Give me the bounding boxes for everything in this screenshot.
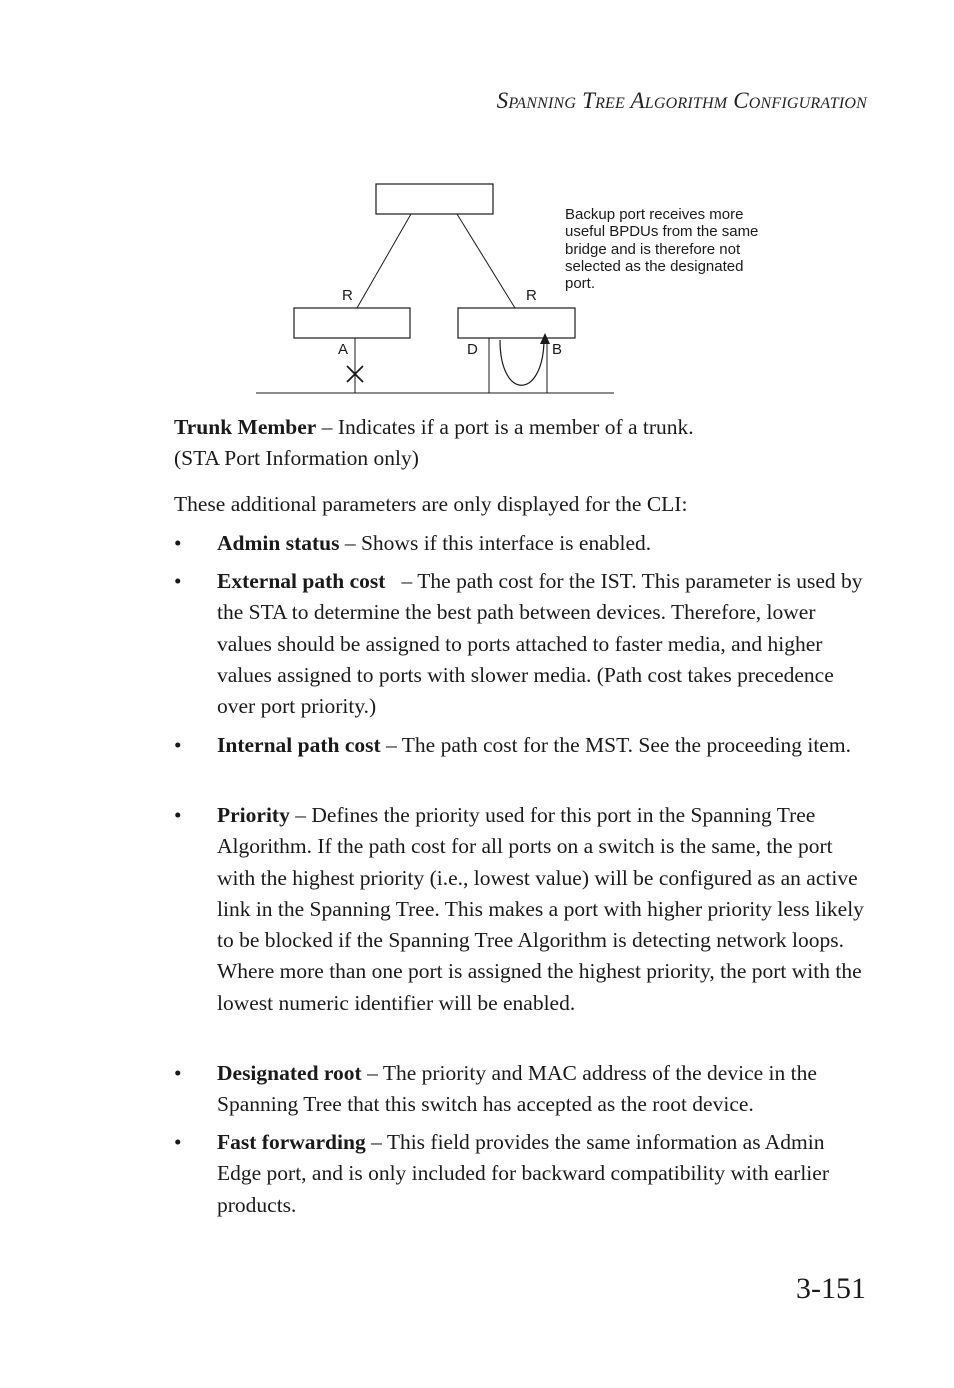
list-item: • Priority – Defines the priority used for this port in the Spanning Tree Algorithm. If the path cost for all ports on a switch is the same, the port with the highest priority (i.e., lowest value) will be configured as an active link in the Spanning Tree. This makes a port with higher priority less likely to be blocked if the Spanning Tree Algorithm is detecting network loops. Where more than one port is assigned the highest priority, the port with the lowest numeric identifier will be enabled.	[174, 803, 864, 1015]
list-item: • Designated root – The priority and MAC address of the device in the Spanning Tree that this switch has accepted as the root device.	[174, 1061, 817, 1117]
label-root-right: R	[526, 287, 537, 304]
bridge-left-box	[294, 308, 410, 338]
note-line: bridge and is therefore not	[565, 241, 741, 258]
backup-port-diagram	[0, 0, 954, 400]
list-item: • Fast forwarding – This field provides the same information as Admin Edge port, and is only included for backward compatibility with earlier products.	[174, 1130, 829, 1217]
label-port-a: A	[338, 341, 349, 358]
trunk-member-paragraph	[174, 412, 874, 474]
description: – Indicates if a port is a member of a trunk.	[316, 415, 694, 439]
list-item: • External path cost – The path cost for the IST. This parameter is used by the STA to determine the best path between devices. Therefore, lower values should be assigned to ports attached to faster media, and higher values assigned to ports with slower media. (Path cost takes precedence over port priority.)	[174, 569, 868, 719]
root-bridge-box	[376, 184, 493, 214]
note-line: useful BPDUs from the same	[565, 223, 759, 240]
running-header: Spanning Tree Algorithm Configuration	[496, 88, 867, 113]
bridge-right-box	[458, 308, 575, 338]
bpdu-loop	[500, 340, 544, 385]
term: Trunk Member	[174, 415, 317, 439]
list-item: • Admin status – Shows if this interface is enabled.	[174, 531, 652, 555]
note: (STA Port Information only)	[174, 446, 419, 470]
intro-paragraph: These additional parameters are only displayed for the CLI:	[174, 492, 688, 516]
label-root-left: R	[342, 287, 353, 304]
label-port-b: B	[552, 341, 563, 358]
list-item: • Internal path cost – The path cost for the MST. See the proceeding item.	[174, 733, 851, 757]
note-line: Backup port receives more	[565, 206, 744, 223]
link-left	[357, 214, 411, 308]
note-line: port.	[565, 275, 596, 292]
label-port-d: D	[467, 341, 478, 358]
link-right	[457, 214, 515, 308]
page-number: 3-151	[796, 1272, 866, 1305]
note-line: selected as the designated	[565, 258, 744, 275]
